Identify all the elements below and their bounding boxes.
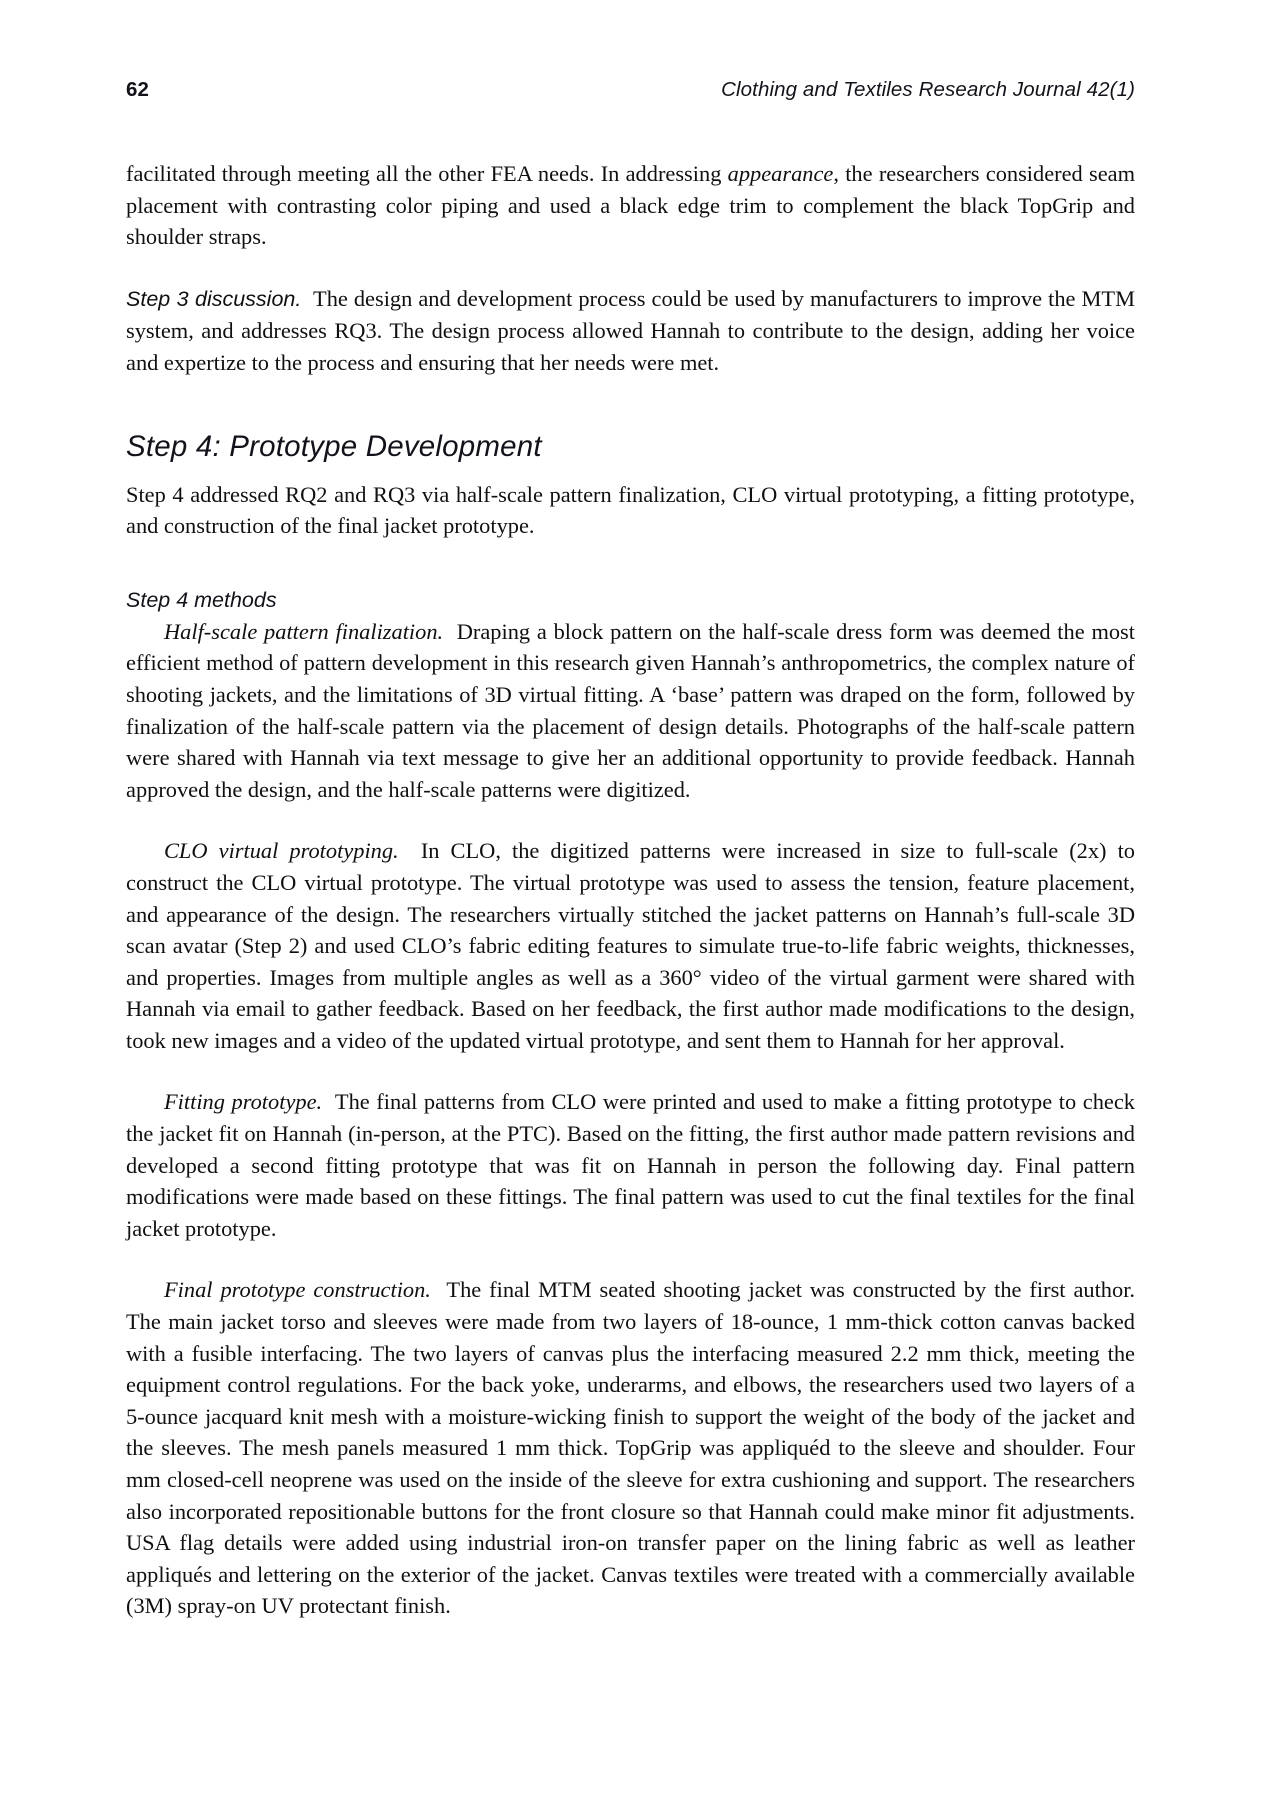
subheading-step4-methods: Step 4 methods — [126, 587, 277, 612]
page-number: 62 — [126, 78, 150, 101]
runin-head-half-scale: Half-scale pattern finalization. — [164, 618, 444, 644]
running-head — [126, 78, 1135, 102]
journal-title: Clothing and Textiles Research Journal 42(1) — [721, 78, 1135, 101]
paragraph-step3-discussion-text: The design and development process could be used by manufacturers to improve the MTM system, and addresses RQ3. The design process allowed Hannah to contribute to the design, adding her voice and expertize to the process and ensuring that her needs were met. — [126, 285, 1135, 375]
runin-head-fitting-prototype: Fitting prototype. — [164, 1089, 323, 1115]
paragraph-fitting-prototype-text: The final patterns from CLO were printed and used to make a fitting prototype to check the jacket fit on Hannah (in-person, at the PTC). Based on the fitting, the first author made pattern revisions and developed a second fitting prototype that was fit on Hannah in person the following day. Final pattern modifications were made based on these fittings. The final pattern was used to cut the final textiles for the final jacket prototype. — [126, 1089, 1135, 1241]
paragraph-continued-rest: , the researchers considered seam placement with contrasting color piping and used a black edge trim to complement the black TopGrip and shoulder straps. — [126, 161, 1136, 250]
paragraph-step3-discussion — [126, 283, 1135, 379]
paragraph-clo-virtual-text: In CLO, the digitized patterns were increased in size to full-scale (2x) to construct the CLO virtual prototype. The virtual prototype was used to assess the tension, feature placement, and appearance of the design. The researchers virtually stitched the jacket patterns on Hannah’s full-scale 3D scan avatar (Step 2) and used CLO’s fabric editing features to simulate true-to-life fabric weights, thicknesses, and properties. Images from multiple angles as well as a 360° video of the virtual garment were shared with Hannah via email to gather feedback. Based on her feedback, the first author made modifications to the design, took new images and a video of the updated virtual prototype, and sent them to Hannah for her approval. — [126, 838, 1135, 1053]
paragraph-continued-lead: facilitated through meeting all the other FEA needs. In addressing — [126, 161, 728, 186]
page-content — [126, 0, 1135, 1622]
paragraph-final-prototype-construction — [126, 1274, 1135, 1622]
paragraph-fitting-prototype — [126, 1086, 1135, 1244]
paragraph-continued-italic-term: appearance — [727, 161, 834, 186]
section-heading-step4: Step 4: Prototype Development — [126, 429, 542, 463]
runin-head-step3-discussion: Step 3 discussion. — [126, 286, 302, 311]
paragraph-continued — [126, 158, 1135, 253]
paragraph-clo-virtual-prototyping — [126, 835, 1135, 1056]
paragraph-final-prototype-text: The final MTM seated shooting jacket was constructed by the first author. The main jacket torso and sleeves were made from two layers of 18-ounce, 1 mm-thick cotton canvas backed with a fusible interfacing. The two layers of canvas plus the interfacing measured 2.2 mm thick, meeting the equipment control regulations. For the back yoke, underarms, and elbows, the researchers used two layers of a 5-ounce jacquard knit mesh with a moisture-wicking finish to support the weight of the body of the jacket and the sleeves. The mesh panels measured 1 mm thick. TopGrip was appliquéd to the sleeve and shoulder. Four mm closed-cell neoprene was used on the inside of the sleeve for extra cushioning and support. The researchers also incorporated repositionable buttons for the front closure so that Hannah could make minor fit adjustments. USA flag details were added using industrial iron-on transfer paper on the lining fabric as well as leather appliqués and lettering on the exterior of the jacket. Canvas textiles were treated with a commercially available (3M) spray-on UV protectant finish. — [126, 1277, 1136, 1619]
paragraph-half-scale-text: Draping a block pattern on the half-scale dress form was deemed the most efficient method of pattern development in this research given Hannah’s anthropometrics, the complex nature of shooting jackets, and the limitations of 3D virtual fitting. A ‘base’ pattern was draped on the form, followed by finalization of the half-scale pattern via the placement of design details. Photographs of the half-scale pattern were shared with Hannah via text message to give her an additional opportunity to provide feedback. Hannah approved the design, and the half-scale patterns were digitized. — [126, 618, 1135, 802]
paragraph-step4-intro: Step 4 addressed RQ2 and RQ3 via half-scale pattern finalization, CLO virtual prototyping, a fitting prototype, and construction of the final jacket prototype. — [126, 481, 1135, 539]
runin-head-clo-virtual: CLO virtual prototyping. — [164, 838, 399, 864]
paragraph-half-scale-pattern-finalization — [126, 616, 1135, 806]
runin-head-final-prototype: Final prototype construction. — [164, 1277, 431, 1303]
